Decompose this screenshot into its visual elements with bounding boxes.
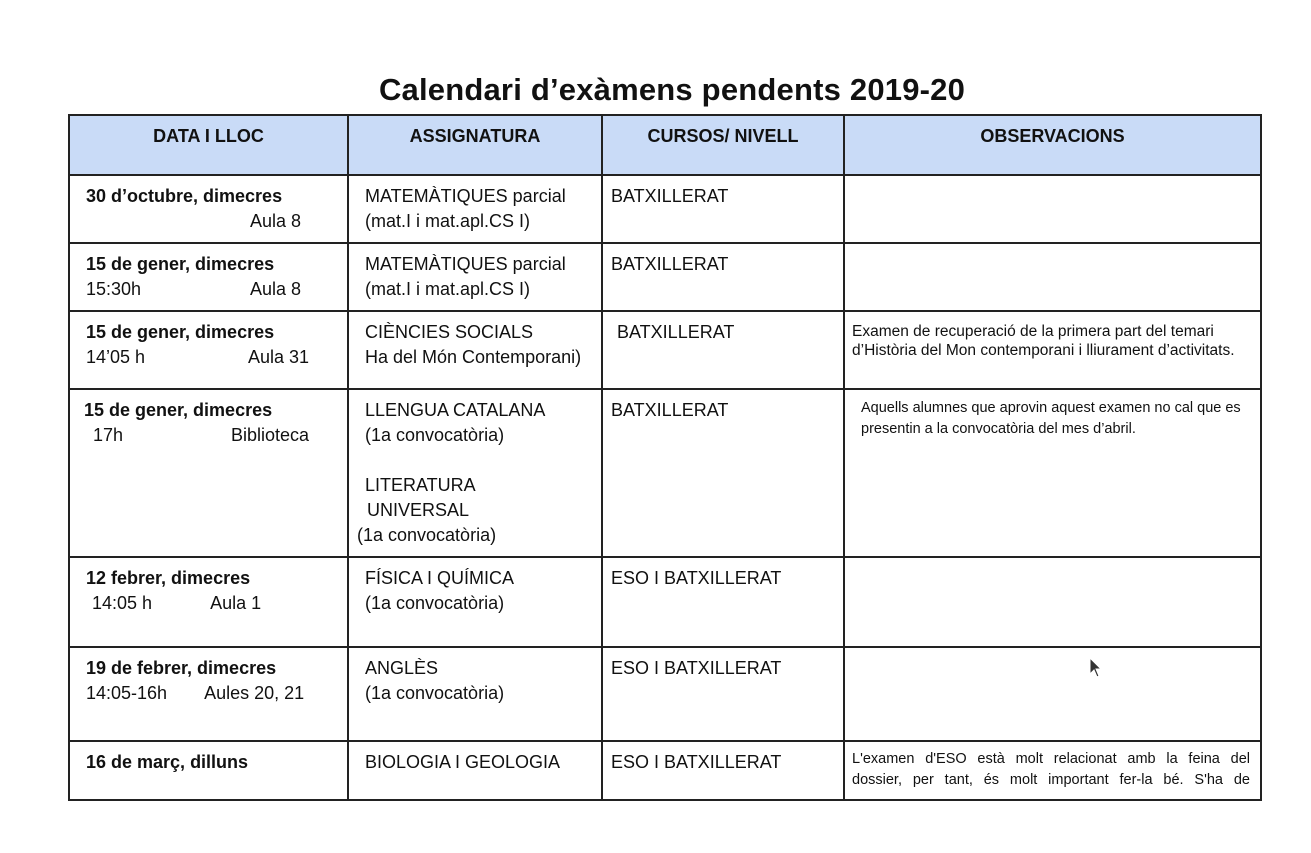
table-row bbox=[69, 741, 1261, 800]
subject-line: ANGLÈS bbox=[365, 658, 439, 678]
date-place-cell bbox=[69, 647, 348, 741]
subject-line: Ha del Món Contemporani) bbox=[365, 347, 582, 367]
level-cell: BATXILLERAT bbox=[602, 311, 844, 389]
header-subject: ASSIGNATURA bbox=[348, 115, 602, 175]
subject-cell bbox=[348, 557, 602, 647]
subject-line: CIÈNCIES SOCIALS bbox=[365, 322, 534, 342]
date-place-cell bbox=[69, 557, 348, 647]
subject-line: (mat.I i mat.apl.CS I) bbox=[365, 279, 531, 299]
exam-date: 30 d’octubre, dimecres bbox=[86, 186, 283, 206]
subject-cell bbox=[348, 389, 602, 557]
page-title: Calendari d’exàmens pendents 2019-20 bbox=[378, 72, 966, 107]
notes-cell bbox=[844, 175, 1261, 243]
notes-line: L'examen d'ESO està molt relacionat amb la feina del bbox=[852, 751, 1250, 767]
exam-time: 14:05-16h bbox=[86, 683, 168, 703]
exam-time: 17h bbox=[93, 425, 124, 445]
exam-date: 15 de gener, dimecres bbox=[86, 322, 275, 342]
level-cell: ESO I BATXILLERAT bbox=[602, 557, 844, 647]
notes-cell bbox=[844, 557, 1261, 647]
subject-cell bbox=[348, 741, 602, 800]
table-row bbox=[69, 175, 1261, 243]
table-row bbox=[69, 243, 1261, 311]
notes-cell bbox=[844, 647, 1261, 741]
exam-time: 15:30h bbox=[86, 279, 142, 299]
subject-line: (1a convocatòria) bbox=[365, 593, 505, 613]
subject-line: BIOLOGIA I GEOLOGIA bbox=[365, 752, 561, 772]
notes-cell: Examen de recuperació de la primera part del temari d’Història del Mon contemporani i lliurament d’activitats. bbox=[844, 311, 1261, 389]
level-cell: BATXILLERAT bbox=[602, 389, 844, 557]
exam-time: 14:05 h bbox=[92, 593, 153, 613]
subject-line: LITERATURA bbox=[365, 475, 476, 495]
header-date-place: DATA I LLOC bbox=[69, 115, 348, 175]
subject-line: UNIVERSAL bbox=[367, 500, 470, 520]
subject-line: (1a convocatòria) bbox=[365, 425, 505, 445]
subject-cell bbox=[348, 311, 602, 389]
subject-cell bbox=[348, 175, 602, 243]
subject-line: FÍSICA I QUÍMICA bbox=[365, 568, 515, 588]
exam-calendar-table bbox=[68, 114, 1262, 801]
subject-line: MATEMÀTIQUES parcial bbox=[365, 186, 566, 206]
exam-place: Aula 8 bbox=[249, 211, 301, 231]
exam-place: Biblioteca bbox=[230, 425, 309, 445]
subject-line: LLENGUA CATALANA bbox=[365, 400, 546, 420]
header-level: CURSOS/ NIVELL bbox=[602, 115, 844, 175]
exam-date: 15 de gener, dimecres bbox=[84, 400, 273, 420]
notes-cell: Aquells alumnes que aprovin aquest examen no cal que es presentin a la convocatòria del mes d’abril. bbox=[844, 389, 1261, 557]
header-observations: OBSERVACIONS bbox=[844, 115, 1261, 175]
exam-date: 19 de febrer, dimecres bbox=[86, 658, 277, 678]
subject-line: MATEMÀTIQUES parcial bbox=[365, 254, 566, 274]
subject-cell bbox=[348, 243, 602, 311]
exam-date: 15 de gener, dimecres bbox=[86, 254, 275, 274]
date-place-cell bbox=[69, 311, 348, 389]
exam-date: 16 de març, dilluns bbox=[86, 752, 249, 772]
level-cell: BATXILLERAT bbox=[602, 175, 844, 243]
exam-place: Aula 1 bbox=[210, 593, 262, 613]
exam-place: Aules 20, 21 bbox=[204, 683, 305, 703]
table-row bbox=[69, 647, 1261, 741]
exam-place: Aula 8 bbox=[249, 279, 301, 299]
date-place-cell bbox=[69, 243, 348, 311]
level-cell: ESO I BATXILLERAT bbox=[602, 647, 844, 741]
mouse-cursor-icon bbox=[1089, 657, 1103, 679]
subject-line: (1a convocatòria) bbox=[357, 525, 497, 545]
subject-cell bbox=[348, 647, 602, 741]
notes-cell bbox=[844, 243, 1261, 311]
level-cell: BATXILLERAT bbox=[602, 243, 844, 311]
level-cell: ESO I BATXILLERAT bbox=[602, 741, 844, 800]
table-row bbox=[69, 311, 1261, 389]
exam-date: 12 febrer, dimecres bbox=[86, 568, 251, 588]
table-header-row bbox=[69, 115, 1261, 175]
subject-line: (mat.I i mat.apl.CS I) bbox=[365, 211, 531, 231]
table-row bbox=[69, 557, 1261, 647]
notes-cell bbox=[844, 741, 1261, 800]
date-place-cell bbox=[69, 741, 348, 800]
subject-line: (1a convocatòria) bbox=[365, 683, 505, 703]
exam-place: Aula 31 bbox=[247, 347, 309, 367]
exam-time: 14’05 h bbox=[86, 347, 146, 367]
date-place-cell bbox=[69, 389, 348, 557]
notes-line: dossier, per tant, és molt important fer-la bé. S'ha de bbox=[852, 772, 1250, 788]
table-row bbox=[69, 389, 1261, 557]
date-place-cell bbox=[69, 175, 348, 243]
